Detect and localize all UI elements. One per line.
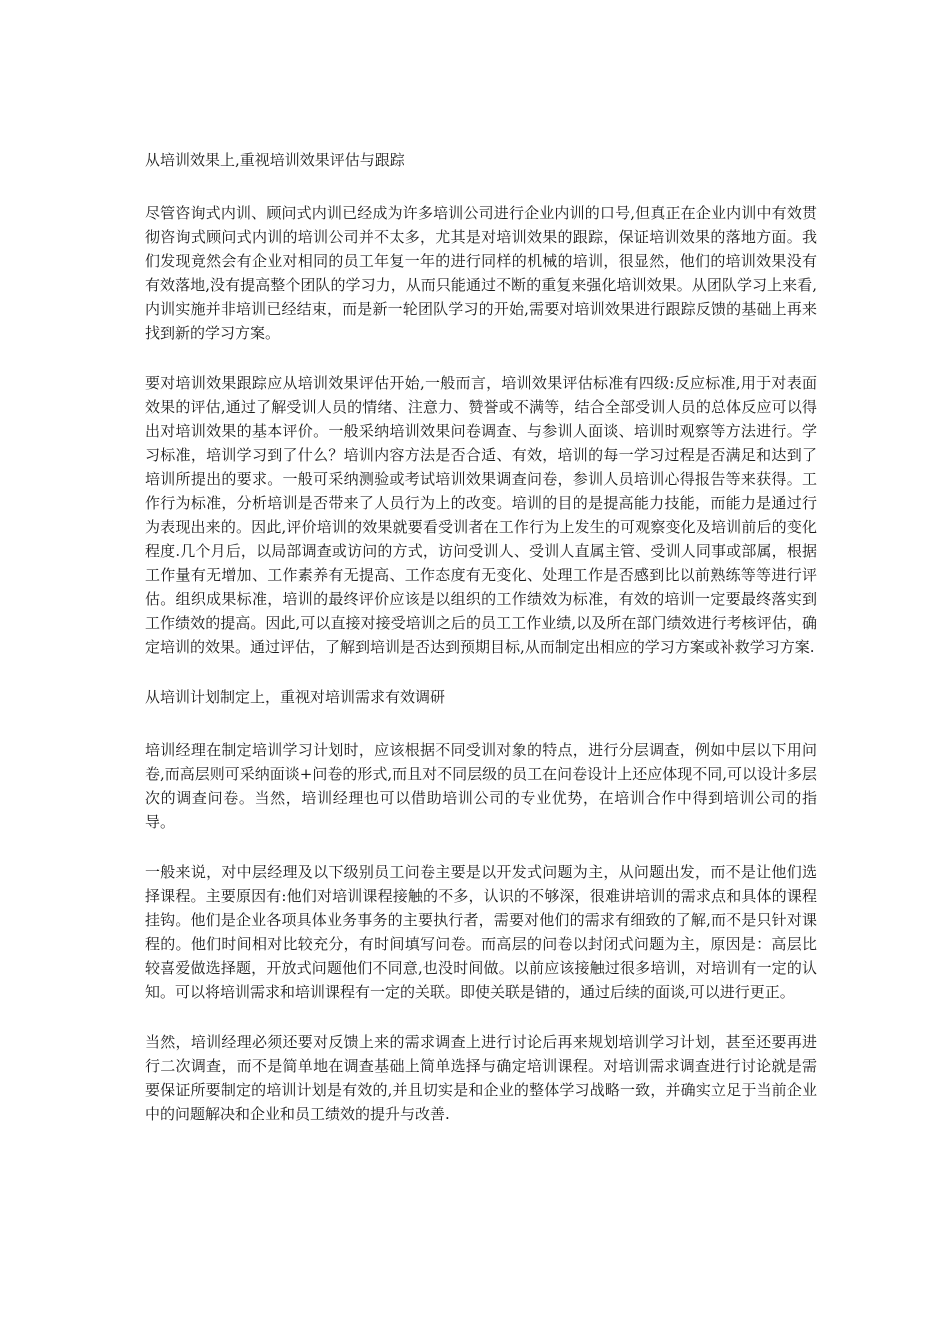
section-heading-evaluation: 从培训效果上,重视培训效果评估与跟踪: [145, 151, 405, 169]
section-heading-needs-research: 从培训计划制定上，重视对培训需求有效调研: [145, 688, 446, 706]
paragraph-evaluation-standards: 要对培训效果跟踪应从培训效果评估开始,一般而言，培训效果评估标准有四级:反应标准,用于对表面效果的评估,通过了解受训人员的情绪、注意力、赞誉或不满等，结合全部受训人员的总体反应可以得出对培训效果的基本评价。一般采纳培训效果问卷调查、与参训人面谈、培训时观察等方法进行。学习标准，培训学习到了什么？培训内容方法是否合适、有效，培训的每一学习过程是否满足和达到了培训所提出的要求。一般可采纳测验或考试培训效果调查问卷，参训人员培训心得报告等来获得。工作行为标准，分析培训是否带来了人员行为上的改变。培训的目的是提高能力技能，而能力是通过行为表现出来的。因此,评价培训的效果就要看受训者在工作行为上发生的可观察变化及培训前后的变化程度.几个月后，以局部调查或访问的方式，访问受训人、受训人直属主管、受训人同事或部属，根据工作量有无增加、工作素养有无提高、工作态度有无变化、处理工作是否感到比以前熟练等等进行评估。组织成果标准，培训的最终评价应该是以组织的工作绩效为标准，有效的培训一定要最终落实到工作绩效的提高。因此,可以直接对接受培训之后的员工工作业绩,以及所在部门绩效进行考核评估，确定培训的效果。通过评估，了解到培训是否达到预期目标,从而制定出相应的学习方案或补救学习方案.: [145, 374, 817, 656]
paragraph-consulting-training: 尽管咨询式内训、顾问式内训已经成为许多培训公司进行企业内训的口号,但真正在企业内训中有效贯彻咨询式顾问式内训的培训公司并不太多，尤其是对培训效果的跟踪，保证培训效果的落地方面。我们发现竟然会有企业对相同的员工年复一年的进行同样的机械的培训，很显然，他们的培训效果没有有效落地,没有提高整个团队的学习力，从而只能通过不断的重复来强化培训效果。从团队学习上来看,内训实施并非培训已经结束，而是新一轮团队学习的开始,需要对培训效果进行跟踪反馈的基础上再来找到新的学习方案。: [145, 204, 817, 342]
document-body: [145, 148, 817, 1126]
paragraph-questionnaire-types: 一般来说，对中层经理及以下级别员工问卷主要是以开发式问题为主，从问题出发，而不是让他们选择课程。主要原因有:他们对培训课程接触的不多，认识的不够深，很难讲培训的需求点和具体的课程挂钩。他们是企业各项具体业务事务的主要执行者，需要对他们的需求有细致的了解,而不是只针对课程的。他们时间相对比较充分，有时间填写问卷。而高层的问卷以封闭式问题为主，原因是：高层比较喜爱做选择题，开放式问题他们不同意,也没时间做。以前应该接触过很多培训，对培训有一定的认知。可以将培训需求和培训课程有一定的关联。即使关联是错的，通过后续的面谈,可以进行更正。: [145, 863, 817, 1001]
paragraph-layered-survey: 培训经理在制定培训学习计划时，应该根据不同受训对象的特点，进行分层调查，例如中层以下用问卷,而高层则可采纳面谈+问卷的形式,而且对不同层级的员工在问卷设计上还应体现不同,可以设计多层次的调查问卷。当然，培训经理也可以借助培训公司的专业优势，在培训合作中得到培训公司的指导。: [145, 741, 817, 831]
paragraph-discussion-planning: 当然，培训经理必须还要对反馈上来的需求调查上进行讨论后再来规划培训学习计划，甚至还要再进行二次调查，而不是简单地在调查基础上简单选择与确定培训课程。对培训需求调查进行讨论就是需要保证所要制定的培训计划是有效的,并且切实是和企业的整体学习战略一致，并确实立足于当前企业中的问题解决和企业和员工绩效的提升与改善.: [145, 1033, 817, 1123]
